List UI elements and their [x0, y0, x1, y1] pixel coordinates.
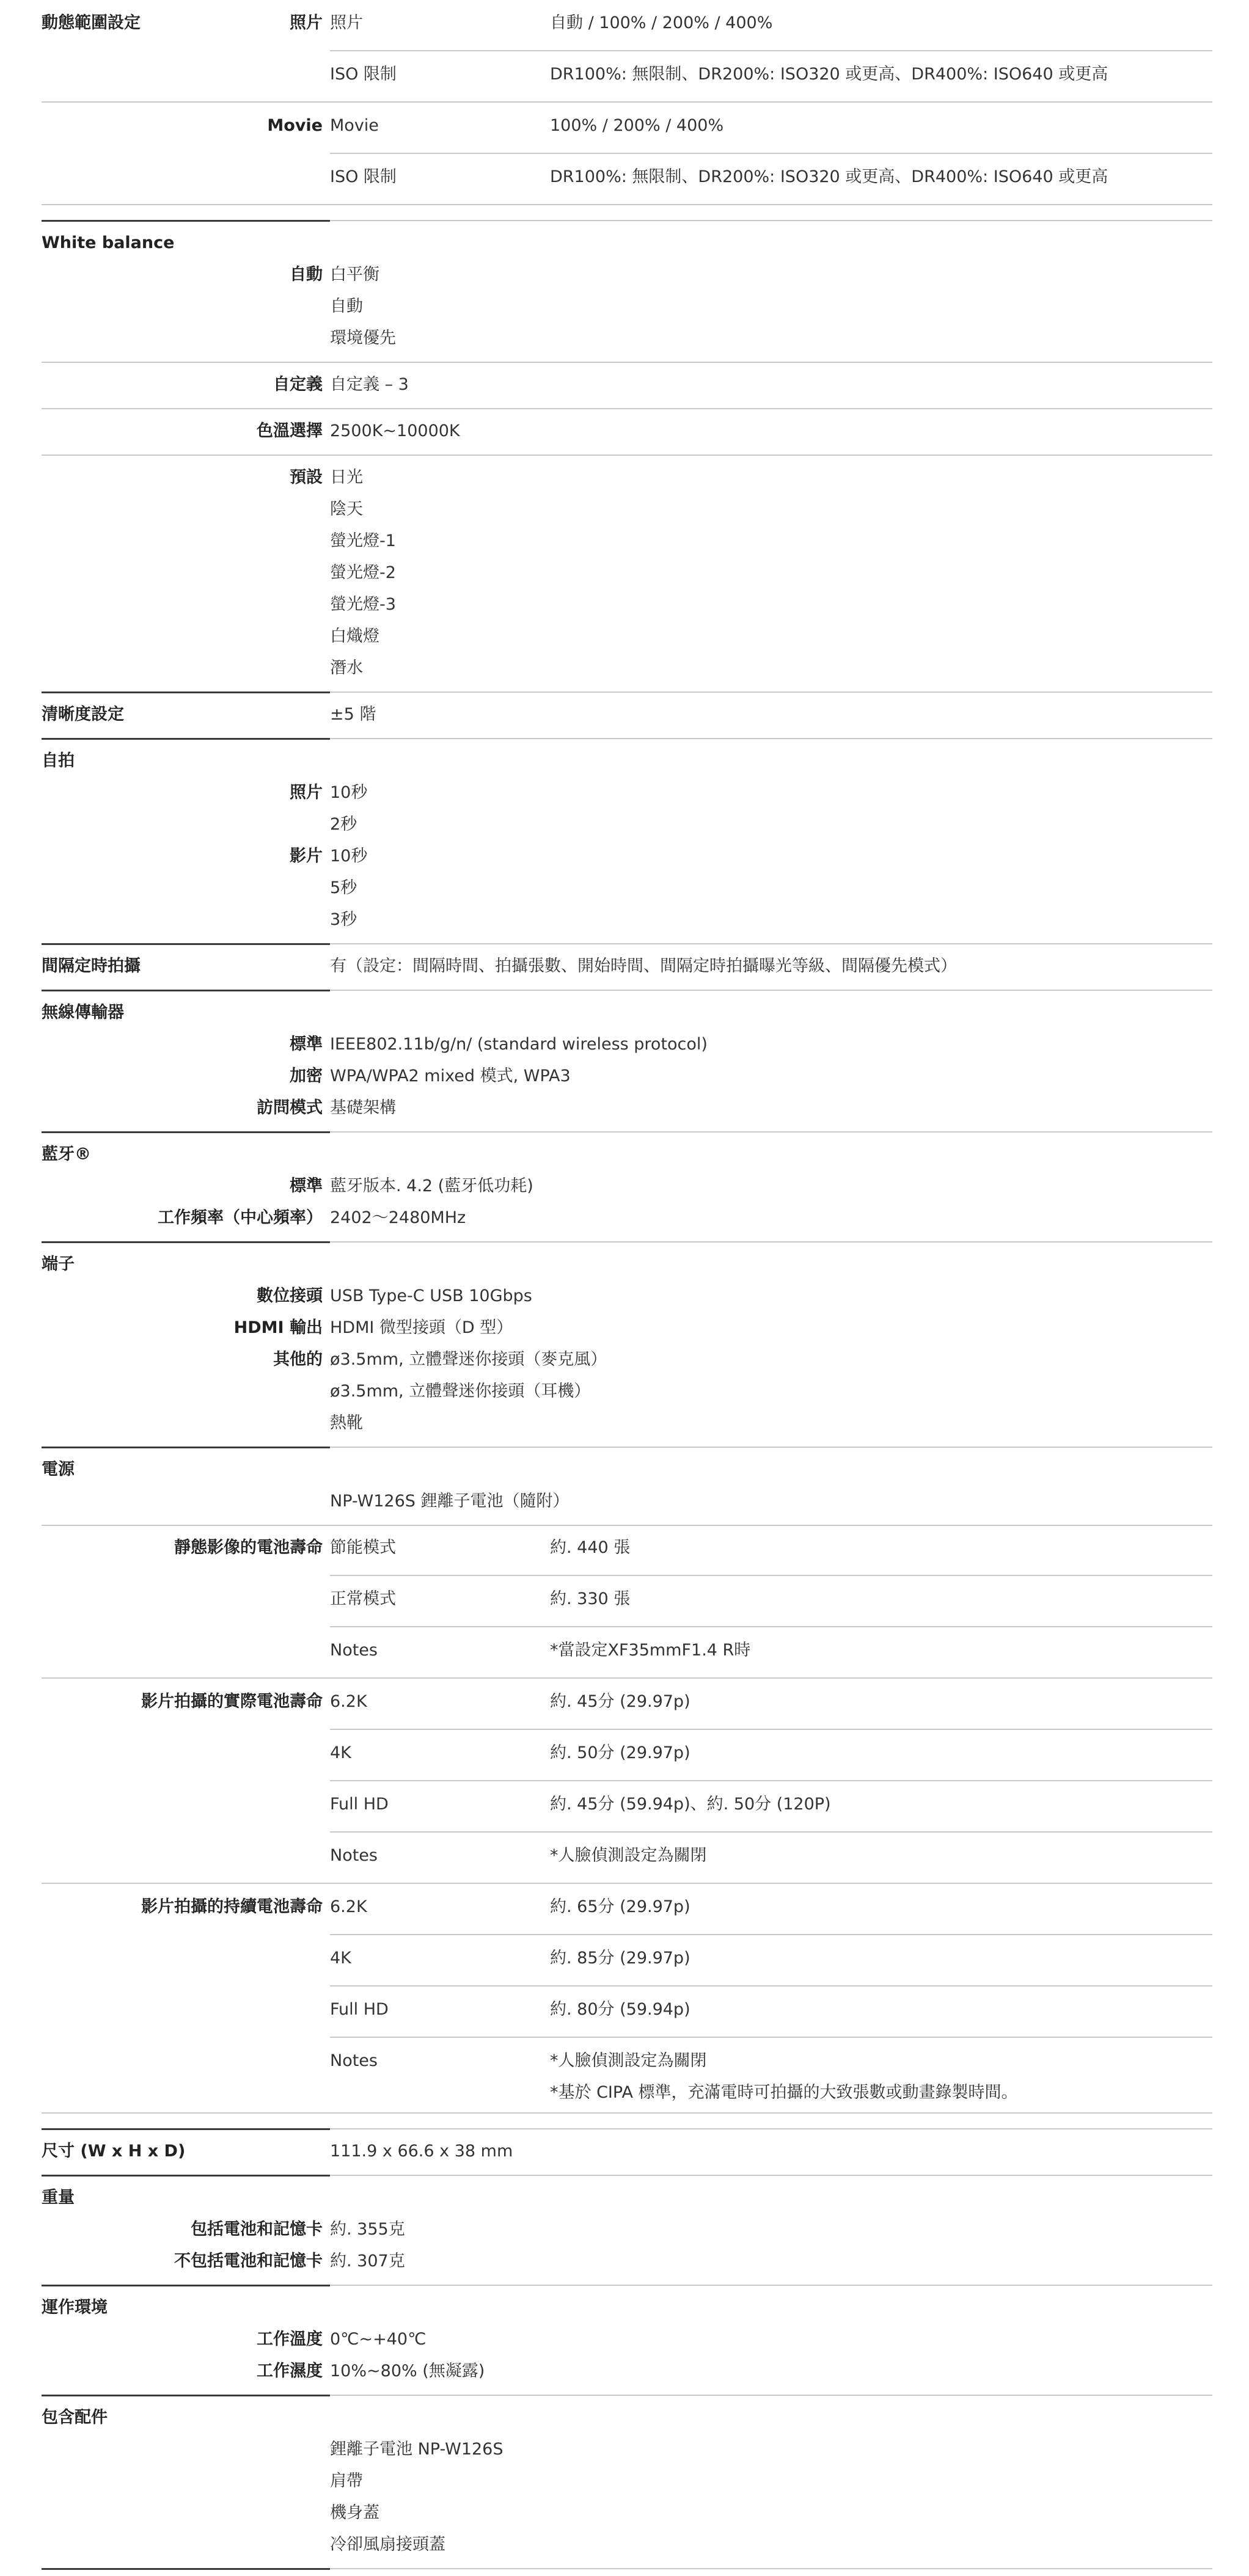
- section-divider: [330, 2285, 1212, 2286]
- row-divider: [42, 204, 1212, 205]
- spec-value: 10秒: [330, 847, 368, 866]
- spec-value: ±5 階: [330, 705, 376, 724]
- section-divider: [330, 2175, 1212, 2176]
- spec-label: 數位接頭: [257, 1286, 323, 1305]
- spec-label: 照片: [290, 783, 323, 802]
- spec-value: 白平衡: [330, 265, 379, 284]
- spec-label: Movie: [267, 116, 323, 135]
- spec-name: 6.2K: [330, 1897, 367, 1916]
- row-divider: [330, 1626, 1212, 1627]
- section-divider-strong: [42, 1131, 330, 1133]
- row-divider: [42, 2112, 1212, 2114]
- row-divider: [330, 1831, 1212, 1833]
- spec-value: 5秒: [330, 878, 357, 897]
- section-divider: [330, 2568, 1212, 2569]
- spec-name: 節能模式: [330, 1538, 396, 1557]
- spec-note: *基於 CIPA 標準，充滿電時可拍攝的大致張數或動畫錄製時間。: [550, 2083, 1018, 2102]
- spec-label: 加密: [290, 1067, 323, 1085]
- section-title: 清晰度設定: [42, 705, 124, 724]
- section-title: 藍牙®: [42, 1145, 91, 1164]
- spec-value: DR100%: 無限制、DR200%: ISO320 或更高、DR400%: ISO640 或更高: [550, 65, 1108, 84]
- section-divider: [330, 1241, 1212, 1242]
- row-divider: [330, 153, 1212, 154]
- spec-value: 約. 85分 (29.97p): [550, 1949, 690, 1968]
- section-divider-strong: [42, 1447, 330, 1448]
- row-divider: [42, 1525, 1212, 1526]
- spec-label: 工作濕度: [257, 2362, 323, 2381]
- spec-value: *人臉偵測設定為關閉: [550, 1846, 707, 1865]
- spec-name: Movie: [330, 116, 379, 135]
- spec-value: DR100%: 無限制、DR200%: ISO320 或更高、DR400%: ISO640 或更高: [550, 167, 1108, 186]
- row-divider: [42, 1883, 1212, 1884]
- spec-value: 螢光燈-1: [330, 531, 396, 550]
- spec-label: 其他的: [273, 1350, 323, 1369]
- spec-label: 照片: [290, 13, 323, 32]
- spec-name: Notes: [330, 2051, 378, 2070]
- spec-value: 藍牙版本. 4.2 (藍牙低功耗): [330, 1177, 533, 1195]
- row-divider: [330, 1780, 1212, 1781]
- section-divider: [330, 691, 1212, 693]
- spec-value: 冷卻風扇接頭蓋: [330, 2535, 445, 2554]
- spec-value: 3秒: [330, 910, 357, 929]
- spec-name: 4K: [330, 1949, 351, 1968]
- row-divider: [330, 50, 1212, 51]
- spec-value: 有（設定：間隔時間、拍攝張數、開始時間、間隔定時拍攝曝光等級、間隔優先模式）: [330, 957, 957, 976]
- spec-value: ø3.5mm, 立體聲迷你接頭（耳機）: [330, 1382, 591, 1401]
- spec-value: 約. 65分 (29.97p): [550, 1897, 690, 1916]
- section-divider: [330, 1447, 1212, 1448]
- spec-value: 100% / 200% / 400%: [550, 116, 724, 135]
- spec-value: 熱靴: [330, 1414, 363, 1432]
- spec-label: 靜態影像的電池壽命: [174, 1538, 323, 1557]
- section-divider-strong: [42, 943, 330, 945]
- spec-name: 正常模式: [330, 1589, 396, 1608]
- spec-value: 自動 / 100% / 200% / 400%: [550, 13, 773, 32]
- spec-value: 約. 440 張: [550, 1538, 631, 1557]
- section-divider-strong: [42, 220, 330, 222]
- section-divider: [330, 943, 1212, 944]
- spec-value: 鋰離子電池 NP-W126S: [330, 2440, 504, 2459]
- spec-value: 0℃~+40℃: [330, 2330, 427, 2349]
- section-divider-strong: [42, 2175, 330, 2176]
- section-title: 包含配件: [42, 2408, 108, 2427]
- spec-value: 約. 80分 (59.94p): [550, 2000, 690, 2019]
- section-title: 重量: [42, 2188, 75, 2207]
- spec-value: 約. 45分 (59.94p)、約. 50分 (120P): [550, 1795, 831, 1814]
- spec-value: 2秒: [330, 815, 357, 834]
- spec-name: Notes: [330, 1846, 378, 1865]
- section-divider-strong: [42, 1241, 330, 1243]
- row-divider: [42, 362, 1212, 363]
- spec-value: 螢光燈-3: [330, 595, 396, 614]
- row-divider: [42, 454, 1212, 456]
- spec-label: 標準: [290, 1177, 323, 1195]
- spec-value: 約. 45分 (29.97p): [550, 1692, 690, 1711]
- row-divider: [42, 1677, 1212, 1679]
- section-divider-strong: [42, 2568, 330, 2570]
- spec-name: 6.2K: [330, 1692, 367, 1711]
- section-title: 運作環境: [42, 2298, 108, 2317]
- spec-name: Full HD: [330, 2000, 389, 2019]
- row-divider: [42, 408, 1212, 409]
- spec-value: 111.9 x 66.6 x 38 mm: [330, 2142, 513, 2161]
- row-divider: [330, 1575, 1212, 1576]
- spec-value: *當設定XF35mmF1.4 R時: [550, 1641, 751, 1660]
- spec-label: 自動: [290, 265, 323, 284]
- section-divider: [330, 220, 1212, 221]
- spec-value: *人臉偵測設定為關閉: [550, 2051, 707, 2070]
- section-title: White balance: [42, 233, 175, 252]
- spec-value: 潛水: [330, 659, 363, 677]
- section-divider-strong: [42, 738, 330, 740]
- spec-label: 訪問模式: [257, 1098, 323, 1117]
- spec-label: 影片: [290, 847, 323, 866]
- section-divider: [330, 990, 1212, 991]
- spec-label: 影片拍攝的實際電池壽命: [141, 1692, 323, 1711]
- spec-name: 4K: [330, 1743, 351, 1762]
- section-title: 自拍: [42, 751, 75, 770]
- spec-value: 約. 50分 (29.97p): [550, 1743, 690, 1762]
- section-divider-strong: [42, 2285, 330, 2286]
- spec-value: WPA/WPA2 mixed 模式, WPA3: [330, 1067, 571, 1085]
- spec-value: 自定義 – 3: [330, 375, 409, 394]
- section-divider-strong: [42, 691, 330, 693]
- spec-label: 標準: [290, 1035, 323, 1054]
- row-divider: [330, 1934, 1212, 1935]
- section-divider: [330, 2395, 1212, 2396]
- section-title: 端子: [42, 1255, 75, 1274]
- row-divider: [330, 1985, 1212, 1987]
- spec-value: 肩帶: [330, 2472, 363, 2490]
- spec-label: 預設: [290, 468, 323, 487]
- section-title: 尺寸 (W x H x D): [42, 2142, 186, 2161]
- spec-value: 約. 355克: [330, 2220, 405, 2239]
- spec-label: 不包括電池和記憶卡: [174, 2252, 323, 2271]
- section-divider-strong: [42, 2395, 330, 2396]
- row-divider: [330, 1729, 1212, 1730]
- section-title: 無線傳輸器: [42, 1003, 124, 1022]
- spec-label: 自定義: [273, 375, 323, 394]
- section-title: 動態範圍設定: [42, 13, 141, 32]
- spec-label: 色溫選擇: [257, 421, 323, 440]
- section-title: 間隔定時拍攝: [42, 957, 141, 976]
- spec-label: 影片拍攝的持續電池壽命: [141, 1897, 323, 1916]
- spec-value: 約. 330 張: [550, 1589, 631, 1608]
- spec-value: 10秒: [330, 783, 368, 802]
- spec-label: 包括電池和記憶卡: [191, 2220, 323, 2239]
- spec-name: Notes: [330, 1641, 378, 1660]
- spec-name: 照片: [330, 13, 363, 32]
- section-divider: [330, 738, 1212, 739]
- row-divider: [330, 2037, 1212, 2038]
- spec-label: 工作頻率（中心頻率）: [158, 1208, 323, 1227]
- spec-value: 日光: [330, 468, 363, 487]
- section-divider-strong: [42, 2128, 330, 2130]
- spec-value: IEEE802.11b/g/n/ (standard wireless protocol): [330, 1035, 708, 1054]
- section-title: 電源: [42, 1460, 75, 1479]
- spec-value: HDMI 微型接頭（D 型）: [330, 1318, 513, 1337]
- spec-name: ISO 限制: [330, 65, 397, 84]
- spec-name: Full HD: [330, 1795, 389, 1814]
- spec-value: 自動: [330, 297, 363, 316]
- spec-value: 機身蓋: [330, 2503, 379, 2522]
- spec-value: 環境優先: [330, 329, 396, 348]
- row-divider: [42, 101, 1212, 103]
- spec-value: 2402～2480MHz: [330, 1208, 466, 1227]
- section-divider-strong: [42, 990, 330, 991]
- spec-label: 工作溫度: [257, 2330, 323, 2349]
- spec-value: 螢光燈-2: [330, 563, 396, 582]
- spec-value: 陰天: [330, 500, 363, 519]
- section-divider: [330, 2128, 1212, 2129]
- section-divider: [330, 1131, 1212, 1133]
- spec-value: 10%~80% (無凝露): [330, 2362, 485, 2381]
- spec-value: NP-W126S 鋰離子電池（隨附）: [330, 1492, 570, 1511]
- spec-value: ø3.5mm, 立體聲迷你接頭（麥克風）: [330, 1350, 607, 1369]
- spec-value: 基礎架構: [330, 1098, 396, 1117]
- spec-value: 約. 307克: [330, 2252, 405, 2271]
- spec-label: HDMI 輸出: [233, 1318, 323, 1337]
- spec-name: ISO 限制: [330, 167, 397, 186]
- spec-value: 2500K~10000K: [330, 421, 460, 440]
- spec-value: 白熾燈: [330, 627, 379, 646]
- spec-value: USB Type-C USB 10Gbps: [330, 1286, 532, 1305]
